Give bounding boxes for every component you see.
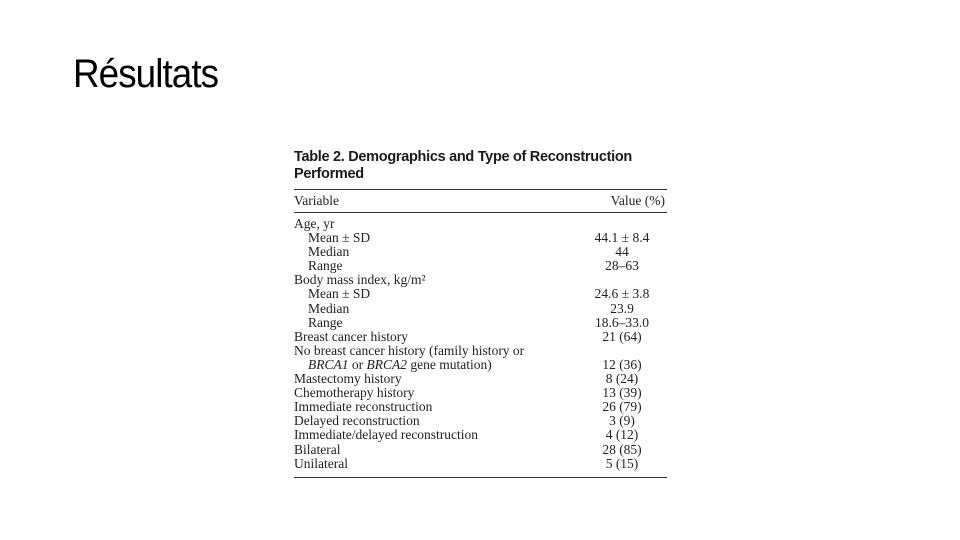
header-variable: Variable	[294, 193, 339, 208]
row-value: 21 (64)	[602, 328, 642, 344]
caption-line-2: Performed	[294, 166, 364, 182]
table-row	[294, 443, 667, 457]
demographics-table	[294, 190, 667, 478]
table-row	[294, 245, 667, 259]
label-connector: or	[348, 356, 367, 372]
row-label: No breast cancer history (family history or	[294, 342, 525, 358]
table-row	[294, 273, 667, 287]
row-value: 12 (36)	[602, 356, 642, 372]
row-label: Age, yr	[294, 216, 335, 231]
row-label: Bilateral	[294, 441, 341, 457]
table-row	[294, 302, 667, 316]
table-row	[294, 287, 667, 301]
table-row	[294, 316, 667, 330]
row-label: Mastectomy history	[294, 371, 402, 387]
row-value: 23.9	[610, 300, 634, 316]
table-row	[294, 400, 667, 414]
table-row	[294, 259, 667, 273]
row-value: 28 (85)	[602, 441, 642, 457]
table-figure	[294, 149, 667, 478]
row-label: Range	[308, 258, 343, 274]
row-value: 3 (9)	[609, 413, 635, 429]
gene-brca2: BRCA2	[366, 356, 407, 372]
slide-title: Résultats	[73, 52, 219, 96]
row-label: Unilateral	[294, 457, 577, 478]
row-value: 13 (39)	[602, 385, 642, 401]
row-label: Chemotherapy history	[294, 385, 415, 401]
row-label: Mean ± SD	[308, 230, 371, 246]
table-row	[294, 428, 667, 442]
table-row	[294, 330, 667, 344]
row-value: 4 (12)	[605, 427, 639, 443]
row-value: 44	[615, 244, 629, 260]
row-value: 8 (24)	[605, 371, 639, 387]
row-label	[294, 358, 577, 372]
row-label: Range	[308, 314, 343, 330]
row-label: Immediate reconstruction	[294, 399, 433, 415]
header-value: Value (%)	[610, 193, 665, 208]
row-value: 5 (15)	[577, 457, 667, 478]
table-caption	[294, 149, 667, 183]
caption-line-1: Table 2. Demographics and Type of Reconstruction	[294, 149, 632, 165]
row-label: Delayed reconstruction	[294, 413, 420, 429]
row-value	[577, 213, 667, 232]
row-label: Body mass index, kg/m²	[294, 272, 426, 288]
table-row	[294, 231, 667, 245]
row-label: Breast cancer history	[294, 328, 408, 344]
table-row	[294, 414, 667, 428]
row-value: 44.1 ± 8.4	[594, 230, 650, 246]
table-row	[294, 213, 667, 232]
row-value: 18.6–33.0	[595, 314, 649, 330]
row-value	[577, 273, 667, 287]
row-value: 28–63	[605, 258, 639, 274]
label-suffix: gene mutation)	[407, 356, 492, 372]
row-label: Immediate/delayed reconstruction	[294, 427, 479, 443]
table-row	[294, 344, 667, 358]
gene-brca1: BRCA1	[308, 356, 349, 372]
row-value	[577, 344, 667, 358]
header-row	[294, 190, 667, 213]
row-value: 24.6 ± 3.8	[594, 286, 650, 302]
row-label: Mean ± SD	[308, 286, 371, 302]
table-row	[294, 457, 667, 478]
table-row	[294, 386, 667, 400]
table-row	[294, 372, 667, 386]
row-label: Median	[308, 244, 350, 260]
table-row	[294, 358, 667, 372]
row-value: 26 (79)	[602, 399, 642, 415]
row-label: Median	[308, 300, 350, 316]
